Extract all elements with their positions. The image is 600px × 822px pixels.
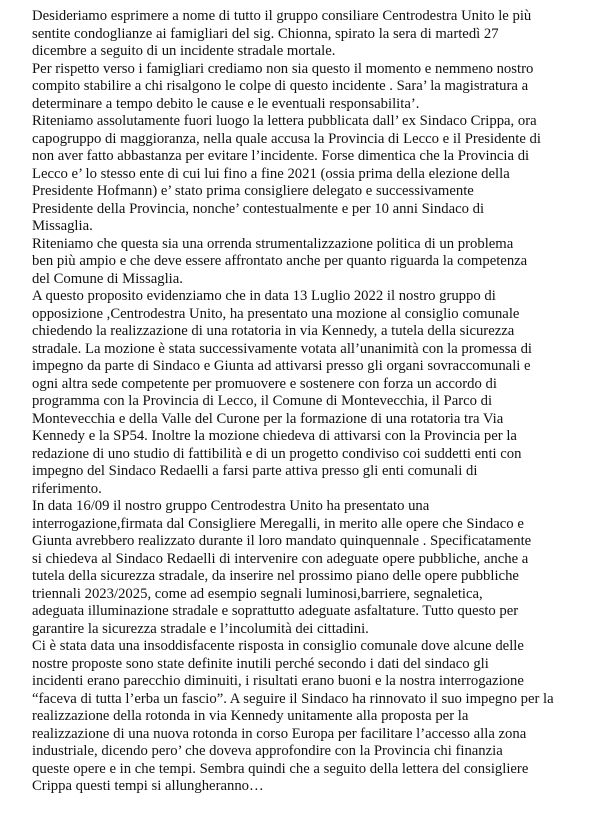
- letter-body: [32, 8, 588, 796]
- paragraph-respect: Per rispetto verso i famigliari crediamo non sia questo il momento e nemmeno nostro compito stabilire a chi risalgono le colpe di questo incidente . Sara’ la magistratura a determinare a tempo debito le cause e le eventuali responsabilita’.: [32, 60, 534, 112]
- paragraph-motion-july: A questo proposito evidenziamo che in data 13 Luglio 2022 il nostro gruppo di opposizione ,Centrodestra Unito, ha presentato una mozione al consiglio comunale chiedendo la realizzazione di una rotatoria in via Kennedy, a tutela della sicurezza stradale. La mozione è stata successivamente votata all’unanimità con la promessa di impegno da parte di Sindaco e Giunta ad attivarsi presso gli organi sovraccomunali e ogni altra sede competente per promuovere e sostenere con forza un accordo di programma con la Provincia di Lecco, il Comune di Montevecchia, il Parco di Montevecchia e della Valle del Curone per la formazione di una rotatoria tra Via Kennedy e la SP54. Inoltre la mozione chiedeva di attivarsi con la Provincia per la redazione di uno studio di fattibilità e di un progetto condiviso coi suddetti enti con impegno del Sindaco Redaelli a farsi parte attiva presso gli enti comunali di riferimento.: [32, 288, 533, 497]
- paragraph-interrogation-september: In data 16/09 il nostro gruppo Centrodestra Unito ha presentato una interrogazione,firmata dal Consigliere Meregalli, in merito alle opere che Sindaco e Giunta avrebbero realizzato durante il loro mandato quinquennale . Specificatamente si chiedeva al Sindaco Redaelli di intervenire con adeguate opere pubbliche, anche a tutela della sicurezza stradale, da inserire nel prossimo piano delle opere pubbliche triennali 2023/2025, come ad esempio segnali luminosi,barriere, segnaletica, adeguata illuminazione stradale e soprattutto adeguate asfaltature. Tutto questo per garantire la sicurezza stradale e l’incolumità dei cittadini.: [32, 498, 532, 637]
- paragraph-instrumentalization: Riteniamo che questa sia una orrenda strumentalizzazione politica di un problema ben più ampio e che deve essere affrontato anche per quanto riguarda la competenza del Comune di Missaglia.: [32, 235, 528, 287]
- paragraph-condolences: Desideriamo esprimere a nome di tutto il gruppo consiliare Centrodestra Unito le più sentite condoglianze ai famigliari del sig. Chionna, spirato la sera di martedì 27 dicembre a seguito di un incidente stradale mortale.: [32, 8, 532, 59]
- paragraph-response: Ci è stata data una insoddisfacente risposta in consiglio comunale dove alcune delle nostre proposte sono state definite inutili perché secondo i dati del sindaco gli incidenti erano parecchio diminuiti, i risultati erano buoni e la nostra interrogazione “faceva di tutta l’erba un fascio”. A seguire il Sindaco ha rinnovato il suo impegno per la realizzazione della rotonda in via Kennedy unitamente alla proposta per la realizzazione di una nuova rotonda in corso Europa per facilitare l’accesso alla zona industriale, dicendo pero’ che doveva approfondire con la Provincia chi finanzia queste opere e in che tempi. Sembra quindi che a seguito della lettera del consigliere Crippa questi tempi si allungheranno…: [32, 638, 554, 794]
- paragraph-crippa-letter: Riteniamo assolutamente fuori luogo la lettera pubblicata dall’ ex Sindaco Crippa, ora capogruppo di maggioranza, nella quale accusa la Provincia di Lecco e il Presidente di non aver fatto abbastanza per evitare l’incidente. Forse dimentica che la Provincia di Lecco e’ lo stesso ente di cui lui fino a fine 2021 (ossia prima della elezione della Presidente Hofmann) e’ stato prima consigliere delegato e successivamente Presidente della Provincia, nonche’ contestualmente e per 10 anni Sindaco di Missaglia.: [32, 113, 541, 234]
